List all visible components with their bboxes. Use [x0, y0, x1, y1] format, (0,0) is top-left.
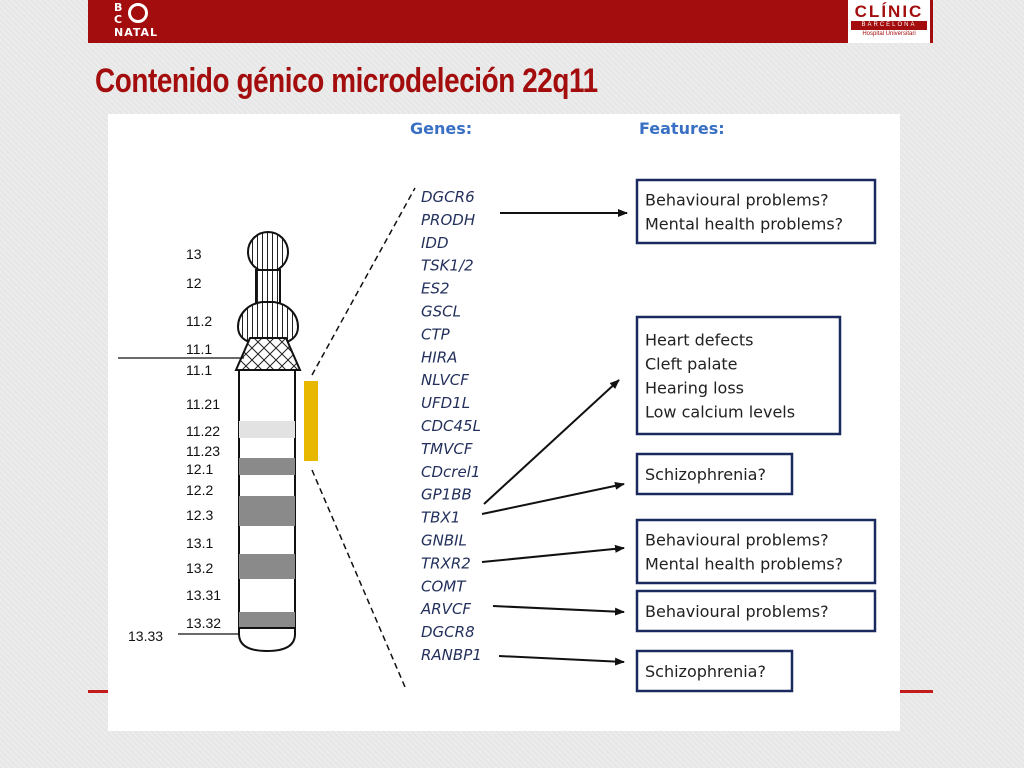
- band-label: 11.22: [186, 423, 220, 439]
- gene-list: [420, 188, 482, 664]
- gene-label: IDD: [421, 233, 449, 252]
- slide-title: Contenido génico microdeleción 22q11: [95, 62, 598, 100]
- feature-boxes: [637, 180, 875, 691]
- band-label: 11.23: [186, 443, 220, 459]
- arrows: [482, 213, 627, 662]
- feature-box: [637, 520, 875, 583]
- gene-label: ES2: [421, 279, 450, 298]
- arrow: [499, 656, 624, 662]
- chromosome-centromere: [236, 338, 300, 370]
- logo-left-line2: C: [114, 13, 124, 26]
- gene-label: TMVCF: [421, 439, 473, 458]
- gene-label: HIRA: [421, 348, 458, 367]
- feature-text: Schizophrenia?: [645, 465, 766, 484]
- band-label: 12: [186, 275, 202, 291]
- band-label: 11.2: [186, 313, 213, 329]
- arrow: [493, 606, 624, 612]
- band-label: 13.31: [186, 587, 222, 603]
- gene-label: GNBIL: [421, 531, 467, 550]
- band-label: 12.3: [186, 507, 214, 523]
- band-label: 13.32: [186, 615, 222, 631]
- gene-label: COMT: [421, 577, 466, 596]
- logo-left-line3: NATAL: [114, 26, 159, 39]
- expansion-line-bottom: [312, 470, 405, 687]
- arrow: [484, 380, 619, 504]
- feature-box-border: [637, 180, 875, 243]
- band-13-32-fill: [239, 612, 295, 628]
- genes-header: Genes:: [410, 119, 473, 138]
- feature-text: Mental health problems?: [645, 554, 844, 574]
- gene-label: DGCR8: [421, 623, 475, 642]
- feature-box: [637, 180, 875, 243]
- feature-text: Behavioural problems?: [645, 530, 829, 550]
- chromosome-tip: [239, 628, 295, 651]
- gene-label: CDC45L: [421, 417, 481, 435]
- clinic-logo-name: CLÍNIC: [854, 2, 924, 21]
- gene-label: GSCL: [421, 302, 461, 321]
- gene-label: PRODH: [421, 210, 476, 229]
- feature-box: [637, 651, 792, 691]
- arrow: [482, 548, 624, 562]
- clinic-logo-city: BARCELONA: [851, 21, 927, 30]
- gene-label: NLVCF: [421, 371, 469, 390]
- deletion-highlight: [304, 381, 318, 461]
- gene-label: TRXR2: [421, 554, 471, 573]
- band-label: 13: [186, 246, 202, 262]
- band-label: 11.1: [186, 341, 213, 357]
- gene-label: DGCR6: [421, 188, 475, 206]
- gene-label: TBX1: [421, 508, 461, 527]
- band-label: 13.2: [186, 560, 214, 576]
- gene-label: GP1BB: [421, 485, 472, 504]
- gene-label: TSK1/2: [421, 256, 474, 275]
- gene-label: ARVCF: [421, 600, 472, 619]
- band-label: 13.33: [128, 628, 164, 644]
- feature-box: [637, 317, 840, 434]
- arrow: [482, 484, 624, 514]
- chromosome-stalk: [256, 270, 280, 304]
- clinic-logo-sub: Hospital Universitari: [862, 31, 916, 37]
- band-label: 12.2: [186, 482, 214, 498]
- band-13-2-fill: [239, 554, 295, 579]
- band-12-1-fill: [239, 458, 295, 475]
- feature-box-border: [637, 520, 875, 583]
- gene-label: CTP: [421, 325, 450, 344]
- feature-text: Low calcium levels: [645, 402, 796, 422]
- chromosome-short-arm: [238, 302, 298, 343]
- band-label: 13.1: [186, 535, 214, 551]
- chromosome-satellite: [248, 232, 288, 272]
- band-label: 12.1: [186, 461, 214, 477]
- gene-label: UFD1L: [421, 394, 471, 413]
- band-12-3-fill: [239, 496, 295, 526]
- feature-text: Behavioural problems?: [645, 190, 829, 210]
- feature-box: [637, 591, 875, 631]
- features-header: Features:: [639, 119, 725, 138]
- feature-text: Heart defects: [645, 330, 754, 350]
- feature-text: Behavioural problems?: [645, 602, 829, 621]
- feature-text: Cleft palate: [645, 354, 738, 374]
- band-label: 11.21: [186, 396, 220, 412]
- gene-label: CDcrel1: [421, 462, 481, 481]
- expansion-line-top: [312, 188, 415, 375]
- band-label: 11.1: [186, 362, 213, 378]
- feature-text: Hearing loss: [645, 378, 744, 398]
- feature-text: Schizophrenia?: [645, 662, 766, 681]
- gene-label: RANBP1: [421, 646, 482, 664]
- feature-text: Mental health problems?: [645, 214, 844, 234]
- logo-left-line1: B: [114, 1, 124, 14]
- band-labels: [128, 246, 221, 644]
- band-11-22-fill: [239, 421, 295, 438]
- feature-box: [637, 454, 792, 494]
